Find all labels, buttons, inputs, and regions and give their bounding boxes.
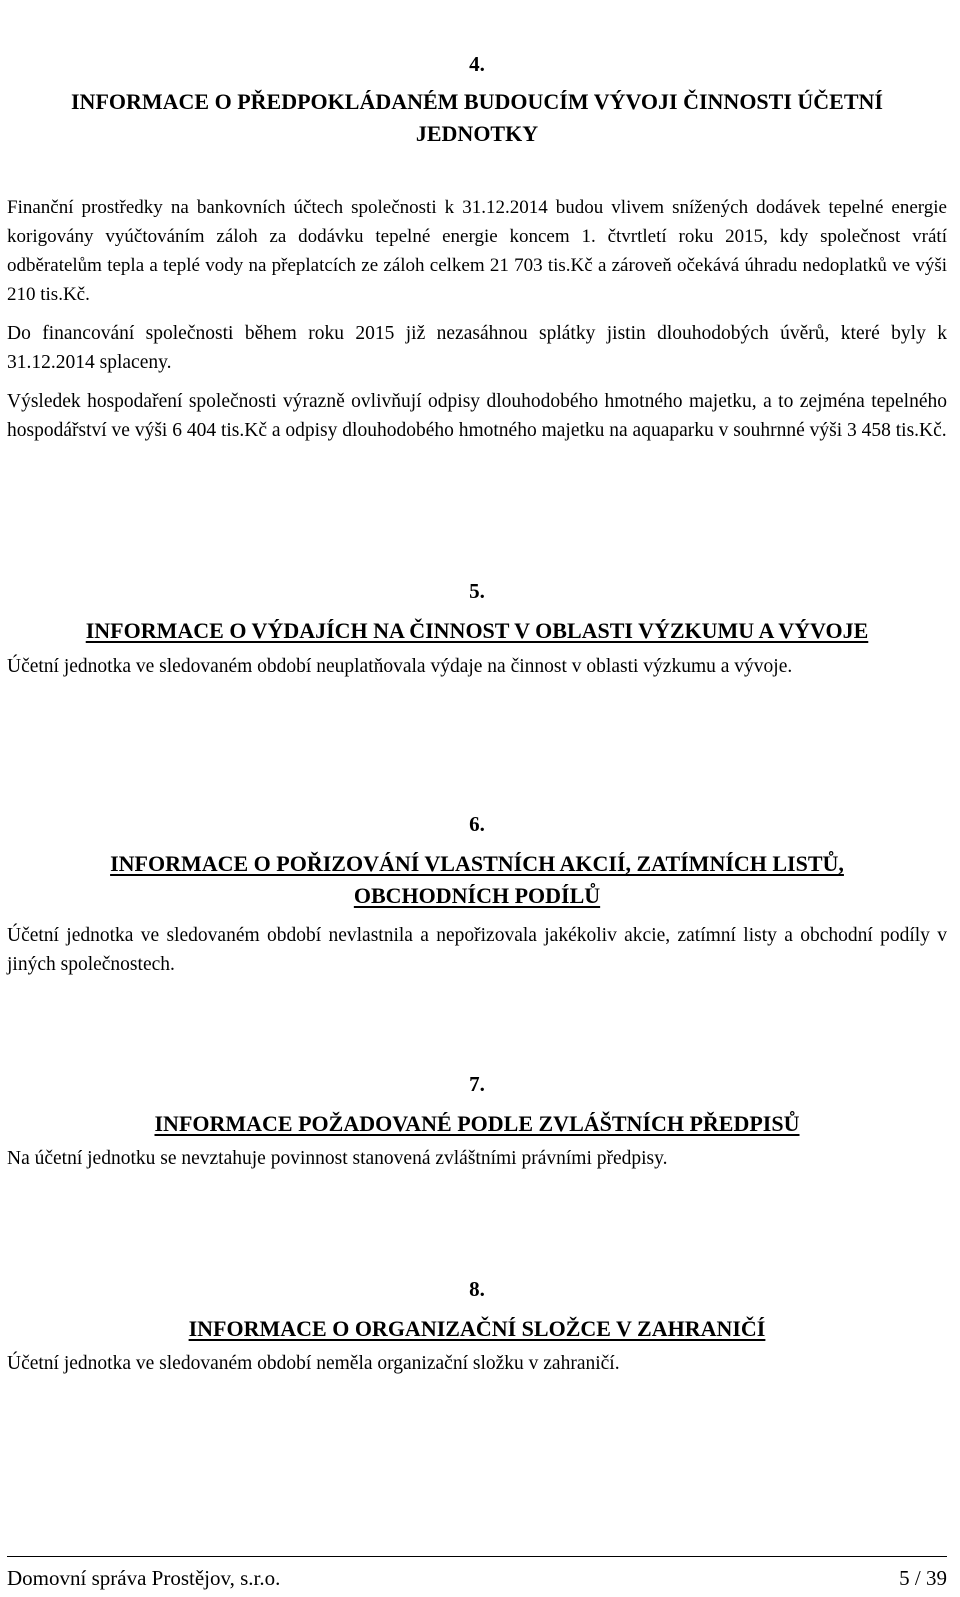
- section-title-line: INFORMACE O VÝDAJÍCH NA ČINNOST V OBLASTI VÝZKUMU A VÝVOJE: [85, 618, 869, 643]
- paragraph: Výsledek hospodaření společnosti výrazně ovlivňují odpisy dlouhodobého hmotného majetku, a to zejména tepelného hospodářství ve výši 6 404 tis.Kč a odpisy dlouhodobého hmotného majetku na aquaparku v souhrnné výši 3 458 tis.Kč.: [7, 391, 947, 441]
- page-footer: [7, 1556, 947, 1592]
- section-number: 8.: [469, 1277, 485, 1301]
- section-number: 4.: [469, 52, 485, 76]
- paragraph: Finanční prostředky na bankovních účtech společnosti k 31.12.2014 budou vlivem snížených dodávek tepelné energie korigovány vyúčtováním záloh za dodávku tepelné energie koncem 1. čtvrtletí roku 2015, kdy společnost vrátí odběratelům tepla a teplé vody na přeplatcích ze záloh celkem 21 703 tis.Kč a zároveň očekává úhradu nedoplatků ve výši 210 tis.Kč.: [7, 197, 947, 305]
- footer-company: Domovní správa Prostějov, s.r.o.: [7, 1566, 281, 1590]
- footer-page-number: 5 / 39: [899, 1566, 947, 1590]
- section-number: 5.: [469, 579, 485, 603]
- paragraph: Na účetní jednotku se nevztahuje povinnost stanovená zvláštními právními předpisy.: [7, 1148, 668, 1169]
- section-title-line: INFORMACE POŽADOVANÉ PODLE ZVLÁŠTNÍCH PŘEDPISŮ: [154, 1111, 800, 1136]
- paragraph: Účetní jednotka ve sledovaném období nevlastnila a nepořizovala jakékoliv akcie, zatímní listy a obchodní podíly v jiných společnostech.: [7, 925, 947, 975]
- section-title-line: INFORMACE O PŘEDPOKLÁDANÉM BUDOUCÍM VÝVOJI ČINNOSTI ÚČETNÍ: [71, 89, 883, 114]
- section-6: [7, 810, 947, 979]
- section-number: 7.: [469, 1072, 485, 1096]
- section-5: [7, 577, 947, 681]
- section-title-line: OBCHODNÍCH PODÍLŮ: [353, 883, 601, 908]
- paragraph: Účetní jednotka ve sledovaném období neuplatňovala výdaje na činnost v oblasti výzkumu a vývoje.: [7, 656, 793, 677]
- paragraph: Do financování společnosti během roku 2015 již nezasáhnou splátky jistin dlouhodobých úvěrů, které byly k 31.12.2014 splaceny.: [7, 323, 947, 373]
- section-title-line: INFORMACE O POŘIZOVÁNÍ VLASTNÍCH AKCIÍ, ZATÍMNÍCH LISTŮ,: [110, 851, 844, 876]
- section-8: [7, 1275, 947, 1378]
- section-7: [7, 1070, 947, 1173]
- section-4: [7, 50, 947, 445]
- section-title-line: INFORMACE O ORGANIZAČNÍ SLOŽCE V ZAHRANIČÍ: [188, 1316, 766, 1341]
- section-title-line: JEDNOTKY: [415, 121, 539, 146]
- section-number: 6.: [469, 812, 485, 836]
- paragraph: Účetní jednotka ve sledovaném období neměla organizační složku v zahraničí.: [7, 1353, 620, 1374]
